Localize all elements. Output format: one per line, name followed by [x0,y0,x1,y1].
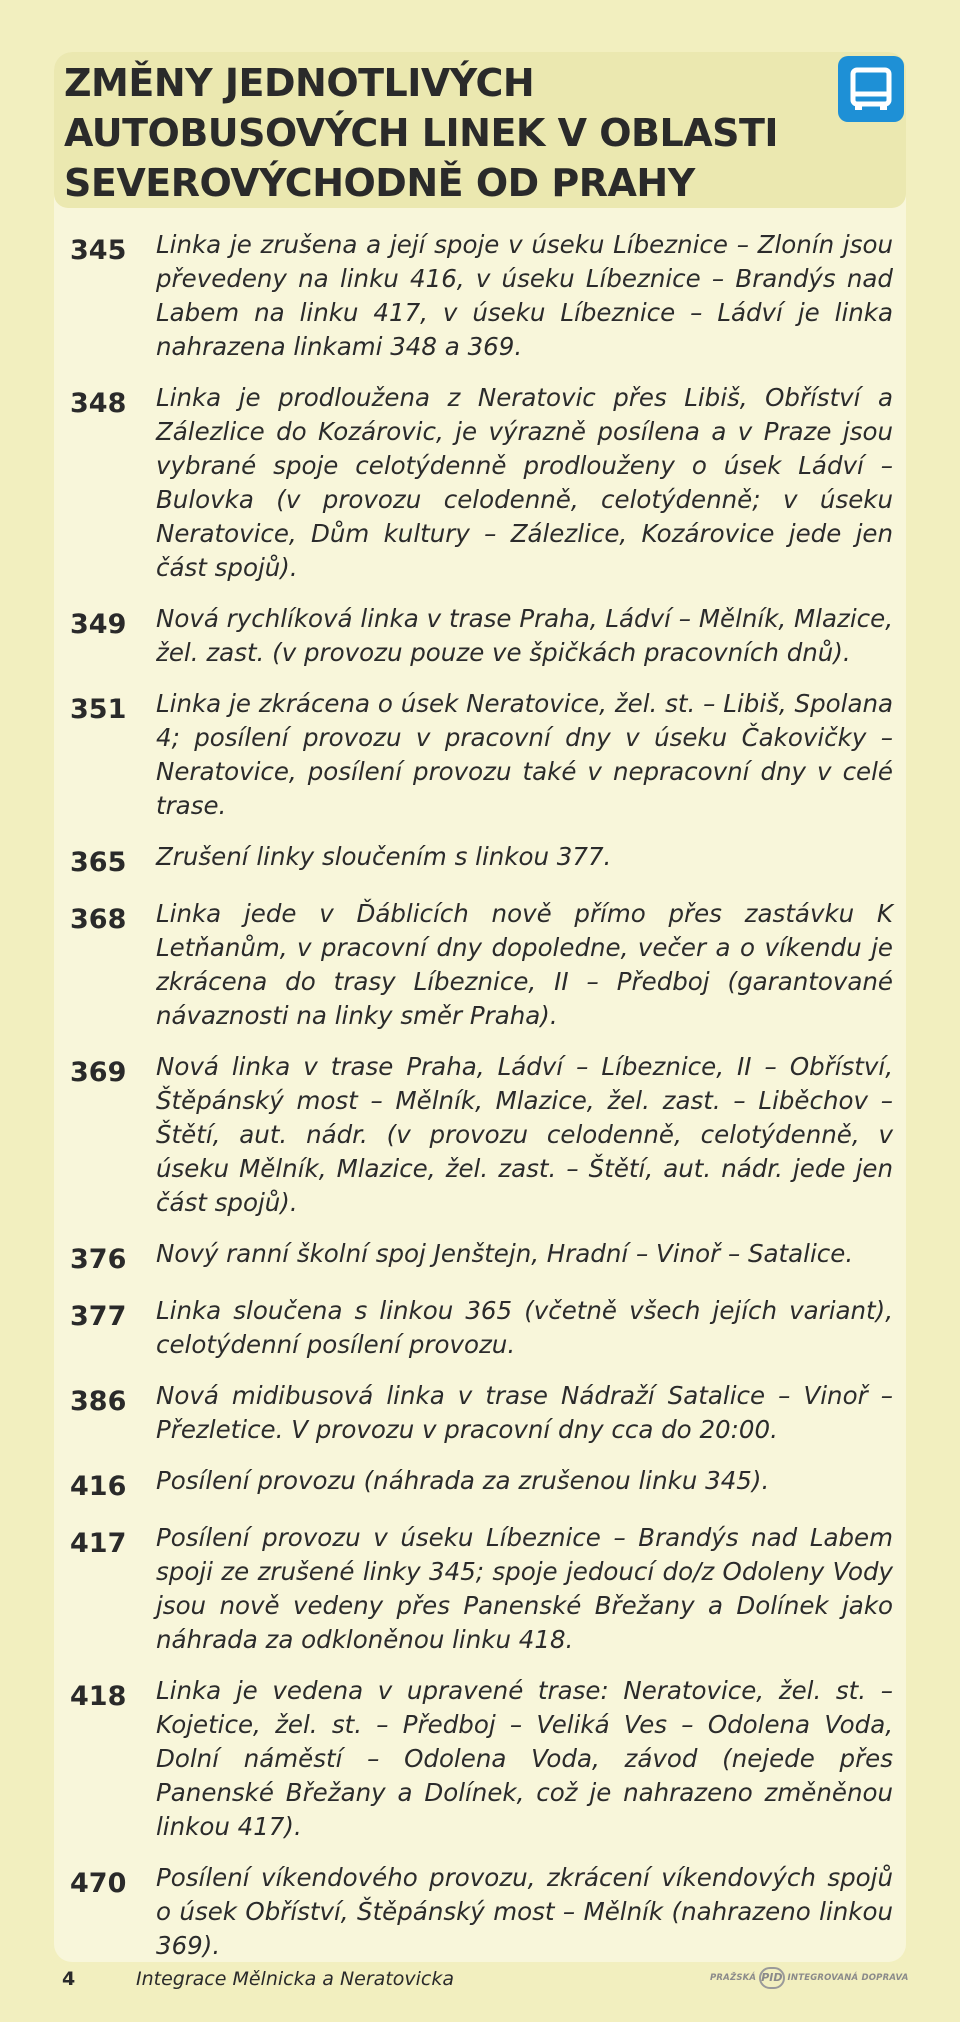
line-change-description: Linka jede v Ďáblicích nově přímo přes zastávku K Letňanům, v pracovní dny dopoledne, večer a o víkendu je zkrácena do trasy Líbeznice, II – Předboj (garantované návaznosti na linky směr Praha). [156,899,893,1030]
line-change-item [70,840,900,880]
line-change-item [70,1521,900,1657]
line-number: 416 [70,1471,127,1502]
line-change-item [70,602,900,670]
line-number: 386 [70,1386,127,1417]
line-number: 368 [70,904,127,935]
footer [0,1968,960,2008]
logo-text-right: INTEGROVANÁ DOPRAVA [787,1973,909,1983]
line-change-description: Linka je zkrácena o úsek Neratovice, žel. st. – Libiš, Spolana 4; posílení provozu v pracovní dny v úseku Čakovičky – Neratovice, posílení provozu také v nepracovní dny v celé trase. [156,689,893,820]
line-change-item [70,1861,900,1963]
line-change-item [70,1050,900,1220]
line-number: 348 [70,388,127,419]
line-number: 369 [70,1057,127,1088]
line-number: 377 [70,1301,127,1332]
pid-logo [710,1964,909,1992]
line-change-item [70,1294,900,1362]
line-change-description: Zrušení linky sloučením s linkou 377. [156,842,612,871]
publication-title: Integrace Mělnicka a Neratovicka [136,1968,455,1990]
line-change-description: Linka je prodloužena z Neratovic přes Libiš, Obříství a Zálezlice do Kozárovic, je výrazně posílena a v Praze jsou vybrané spoje celotýdenně prodlouženy o úsek Ládví – Bulovka (v provozu celodenně, celotýdenně; v úseku Neratovice, Dům kultury – Zálezlice, Kozárovice jede jen část spojů). [156,383,893,582]
line-change-item [70,1674,900,1844]
line-number: 365 [70,847,127,878]
line-change-description: Linka je zrušena a její spoje v úseku Líbeznice – Zlonín jsou převedeny na linku 416, v úseku Líbeznice – Brandýs nad Labem na linku 417, v úseku Líbeznice – Ládví je linka nahrazena linkami 348 a 369. [156,230,893,361]
page-title: ZMĚNY JEDNOTLIVÝCH AUTOBUSOVÝCH LINEK V OBLASTI SEVEROVÝCHODNĚ OD PRAHY [64,61,779,205]
line-change-description: Nový ranní školní spoj Jenštejn, Hradní – Vinoř – Satalice. [156,1239,854,1268]
line-change-item [70,687,900,823]
logo-text-left: PRAŽSKÁ [710,1973,757,1983]
line-change-description: Linka sloučena s linkou 365 (včetně všech jejích variant), celotýdenní posílení provozu. [156,1296,893,1359]
line-number: 376 [70,1244,127,1275]
line-number: 417 [70,1528,127,1559]
line-change-item [70,381,900,585]
line-change-item [70,1237,900,1277]
line-change-item [70,1464,900,1504]
page-number: 4 [62,1968,76,1990]
line-change-description: Linka je vedena v upravené trase: Neratovice, žel. st. – Kojetice, žel. st. – Předboj – Veliká Ves – Odolena Voda, Dolní náměstí – Odolena Voda, závod (nejede přes Panenské Břežany a Dolínek, což je nahrazeno změněnou linkou 417). [156,1676,893,1841]
line-change-description: Posílení víkendového provozu, zkrácení víkendových spojů o úsek Obříství, Štěpánský most – Mělník (nahrazeno linkou 369). [156,1863,893,1960]
line-number: 470 [70,1868,127,1899]
line-change-item [70,1379,900,1447]
line-change-description: Posílení provozu (náhrada za zrušenou linku 345). [156,1466,770,1495]
line-number: 345 [70,235,127,266]
bus-icon [838,56,904,122]
line-number: 418 [70,1681,127,1712]
line-change-item [70,228,900,364]
line-change-description: Posílení provozu v úseku Líbeznice – Brandýs nad Labem spoji ze zrušené linky 345; spoje jedoucí do/z Odoleny Vody jsou nově vedeny přes Panenské Břežany a Dolínek jako náhrada za odkloněnou linku 418. [156,1523,893,1654]
line-change-item [70,897,900,1033]
line-change-description: Nová rychlíková linka v trase Praha, Ládví – Mělník, Mlazice, žel. zast. (v provozu pouze ve špičkách pracovních dnů). [156,604,893,667]
line-number: 351 [70,694,127,725]
line-change-description: Nová linka v trase Praha, Ládví – Líbeznice, II – Obříství, Štěpánský most – Mělník, Mlazice, žel. zast. – Liběchov – Štětí, aut. nádr. (v provozu celodenně, celotýdenně, v úseku Mělník, Mlazice, žel. zast. – Štětí, aut. nádr. jede jen část spojů). [156,1052,893,1217]
line-changes-list [70,228,900,1980]
line-number: 349 [70,609,127,640]
line-change-description: Nová midibusová linka v trase Nádraží Satalice – Vinoř – Přezletice. V provozu v pracovní dny cca do 20:00. [156,1381,893,1444]
pid-logo-mark: PID [759,1967,784,1989]
